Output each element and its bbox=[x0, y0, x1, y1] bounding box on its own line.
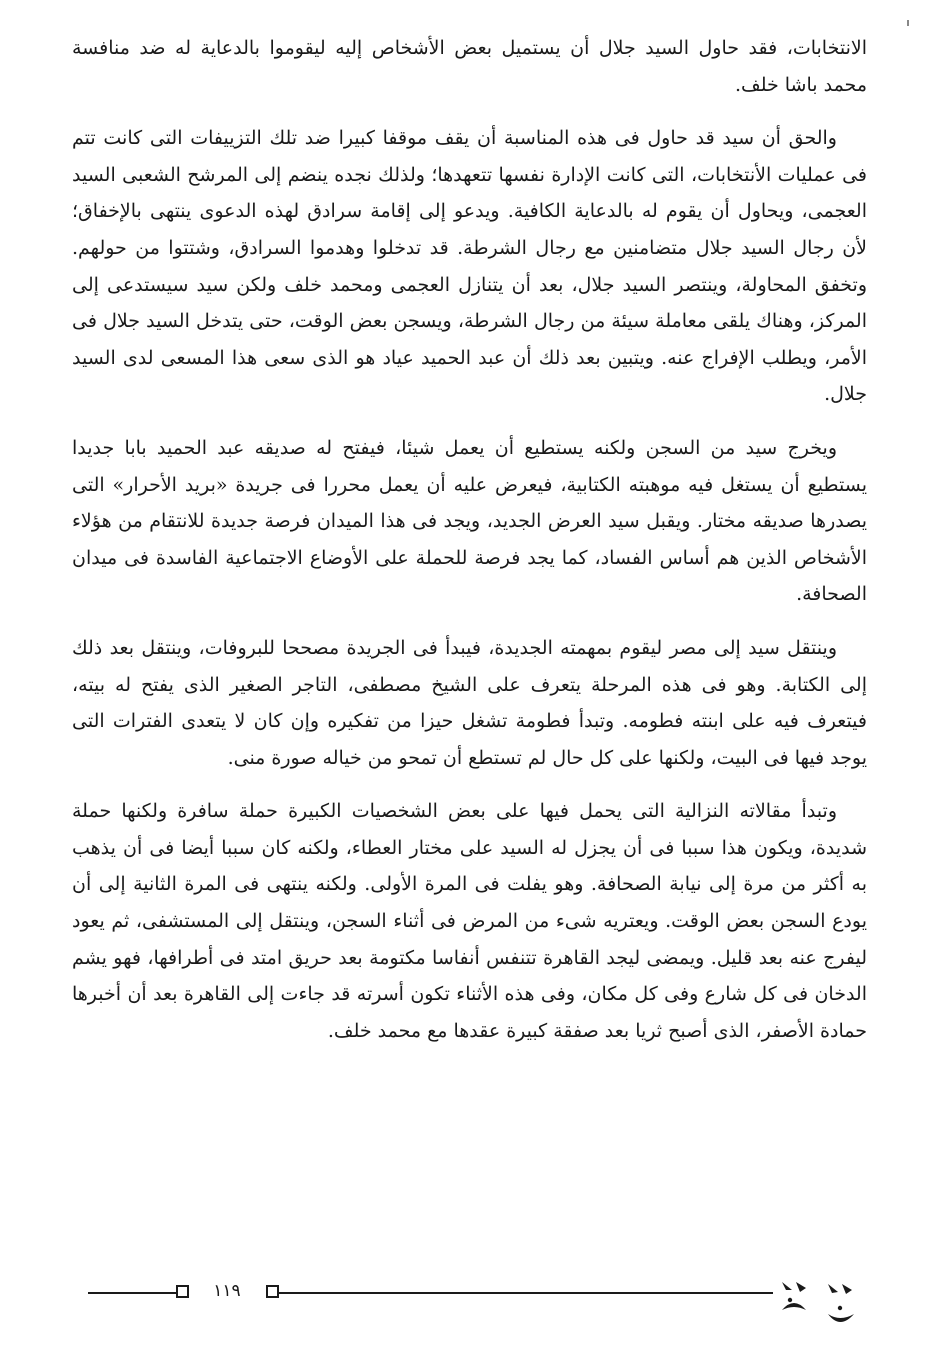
body-text bbox=[72, 30, 867, 1066]
footer-rule-left bbox=[88, 1292, 178, 1294]
decorative-ornament-icon bbox=[776, 1270, 866, 1334]
paragraph-5: وتبدأ مقالاته النزالية التى يحمل فيها على بعض الشخصيات الكبيرة حملة سافرة ولكنها حملة شديدة، ويكون هذا سببا فى أن يجزل له السيد على مختار العطاء، ولكنه كان سببا أيضا فى أن يذهب به أكثر من مرة إلى نيابة الصحافة. وهو يفلت فى المرة الأولى. ولكنه ينتهى فى المرة الثانية إلى أن يودع السجن بعض الوقت. ويعتريه شىء من المرض فى أثناء السجن، وينتقل إلى المستشفى، ثم يعود ليفرج عنه بعد قليل. ويمضى ليجد القاهرة تتنفس أنفاسا مكتومة بعد حريق امتد فى أطرافها، فهو يشم الدخان فى كل شارع وفى كل مكان، وفى هذه الأثناء تكون أسرته قد جاءت إلى القاهرة بعد أن أخبرها حمادة الأصفر، الذى أصبح ثريا بعد صفقة كبيرة عقدها مع محمد خلف. bbox=[72, 800, 867, 1042]
paragraph-1: الانتخابات، فقد حاول السيد جلال أن يستميل بعض الأشخاص إليه ليقوموا بالدعاية له ضد منافسة محمد باشا خلف. bbox=[72, 37, 867, 96]
page-number: ١١٩ bbox=[213, 1281, 241, 1301]
paragraph-4: وينتقل سيد إلى مصر ليقوم بمهمته الجديدة، فيبدأ فى الجريدة مصححا للبروفات، وينتقل بعد ذلك إلى الكتابة. وهو فى هذه المرحلة يتعرف على الشيخ مصطفى، التاجر الصغير الذى يفتح له بيته، فيتعرف فيه على ابنته فطومه. وتبدأ فطومة تشغل حيزا من تفكيره وإن كان لا يتعدى الفترات التى يوجد فيها فى البيت، ولكنها على كل حال لم تستطع أن تمحو من خياله صورة منى. bbox=[72, 636, 867, 769]
footer-rule-right bbox=[279, 1292, 773, 1294]
page-footer bbox=[0, 1270, 925, 1340]
footer-square-icon-right bbox=[266, 1285, 279, 1298]
page-edge-mark bbox=[907, 20, 909, 26]
footer-square-icon-left bbox=[176, 1285, 189, 1298]
paragraph-2: والحق أن سيد قد حاول فى هذه المناسبة أن يقف موقفا كبيرا ضد تلك التزييفات التى كانت تتم فى عمليات الأنتخابات، التى كانت الإدارة نفسها تتعهدها؛ ولذلك نجده ينضم إلى المرشح الشعبى السيد العجمى، ويحاول أن يقوم له بالدعاية الكافية. ويدعو إلى إقامة سرادق لهذه الدعوى ينتهى بالإخفاق؛ لأن رجال السيد جلال متضامنين مع رجال الشرطة. قد تدخلوا وهدموا السرادق، وشتتوا من حولهم. وتخفق المحاولة، وينتصر السيد جلال، بعد أن يتنازل العجمى ومحمد خلف ولكن سيد سيستدعى إلى المركز، وهناك يلقى معاملة سيئة من رجال الشرطة، ويسجن بعض الوقت، حتى يتدخل السيد جلال فى الأمر، ويطلب الإفراج عنه. ويتبين بعد ذلك أن عبد الحميد عياد هو الذى سعى هذا المسعى لدى السيد جلال. bbox=[72, 127, 868, 406]
paragraph-3: ويخرج سيد من السجن ولكنه يستطيع أن يعمل شيئا، فيفتح له صديقه عبد الحميد بابا جديدا يستطيع أن يستغل فيه موهبته الكتابية، فيعرض عليه أن يعمل محررا فى جريدة «بريد الأحرار» التى يصدرها صديقه مختار. ويقبل سيد العرض الجديد، ويجد فى هذا الميدان فرصة جديدة للانتقام من هؤلاء الأشخاص الذين هم أساس الفساد، كما يجد فرصة للحملة على الأوضاع الاجتماعية الفاسدة فى ميدان الصحافة. bbox=[72, 436, 867, 606]
